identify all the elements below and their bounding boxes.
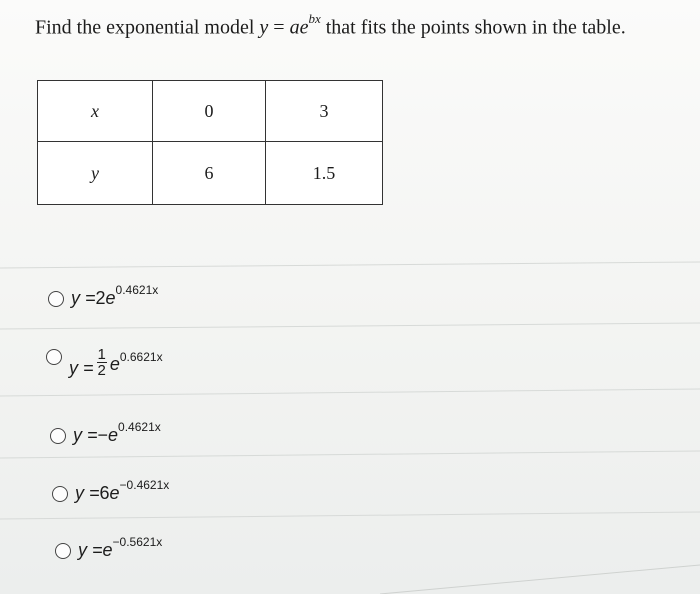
option-lhs: y = [73,425,98,445]
radio-button[interactable] [48,291,64,307]
option-exponent: 0.4621x [115,282,159,297]
radio-button[interactable] [46,349,62,365]
radio-button[interactable] [55,543,71,559]
option-exponent: 0.6621x [119,349,163,364]
table-cell: 1.5 [266,142,383,205]
question-prefix: Find the exponential model [35,16,255,39]
option-base: e [108,425,119,445]
question-suffix: that fits the points shown in the table. [320,16,626,39]
option-lhs: y = [75,483,100,503]
option-lhs: y = [69,358,94,378]
table-row-label: x [38,81,153,142]
option-coefficient: 6 [99,483,110,503]
option-lhs: y = [71,288,96,308]
eq-equals: = [268,16,290,39]
table-row-label: y [38,142,153,205]
table-cell: 0 [153,81,266,142]
option-lhs: y = [78,540,103,560]
table-row [38,142,383,205]
eq-a: a [289,16,300,39]
option-exponent: 0.4621x [118,419,161,434]
radio-button[interactable] [52,486,68,502]
answer-option-b[interactable] [46,347,163,378]
data-table [37,80,383,205]
option-fraction [97,347,107,378]
option-exponent: −0.4621x [119,477,170,492]
option-base: e [102,540,113,560]
fraction-numerator: 1 [97,346,106,363]
answer-option-e[interactable] [55,534,163,561]
eq-exponent: bx [308,11,321,26]
option-base: e [105,288,116,308]
option-base: e [109,354,120,374]
option-base: e [109,483,120,503]
eq-y: y [259,16,269,39]
radio-button[interactable] [50,428,66,444]
answer-option-a[interactable] [48,282,159,309]
eq-e: e [299,16,309,39]
option-coefficient: − [97,425,109,445]
table-row [38,81,383,142]
answer-option-c[interactable] [50,419,161,446]
answer-option-d[interactable] [52,477,170,504]
option-exponent: −0.5621x [112,534,163,549]
table-cell: 3 [266,81,383,142]
fraction-denominator: 2 [97,362,106,379]
option-coefficient: 2 [95,288,106,308]
table-cell: 6 [153,142,266,205]
question-text [35,11,626,40]
